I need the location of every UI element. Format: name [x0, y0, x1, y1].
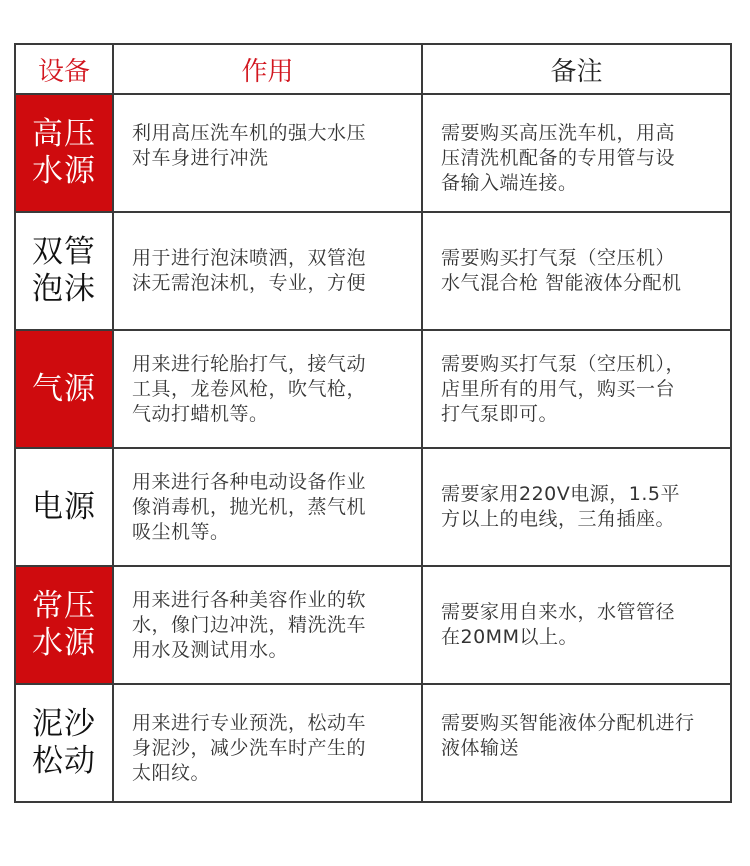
table-row [15, 448, 731, 566]
table-row [15, 684, 731, 802]
device-name-line: 气源 [32, 370, 96, 407]
use-description-line: 用来进行各种美容作业的软 [132, 588, 367, 611]
use-description-cell [113, 448, 422, 566]
use-description-line: 身泥沙，减少洗车时产生的 [132, 737, 367, 759]
device-name-cell [15, 330, 113, 448]
note-cell [422, 330, 731, 448]
device-name-cell [15, 212, 113, 330]
use-description-line: 吸尘机等。 [132, 520, 230, 543]
use-description-cell [113, 684, 422, 802]
equipment-table [14, 43, 732, 803]
note-line: 备输入端连接。 [441, 172, 578, 194]
device-name-line: 高压 [32, 116, 96, 152]
table-row [15, 330, 731, 448]
use-description-line: 沫无需泡沫机，专业，方便 [132, 272, 367, 294]
device-name-line: 水源 [32, 153, 96, 189]
use-description-cell [113, 566, 422, 684]
table-row [15, 94, 731, 212]
use-description-line: 对车身进行冲洗 [132, 147, 269, 169]
use-description-line: 工具，龙卷风枪，吹气枪， [132, 377, 367, 400]
use-description-line: 用水及测试用水。 [132, 638, 289, 661]
note-line: 在20MM以上。 [441, 626, 578, 648]
table-row [15, 566, 731, 684]
device-name-cell [15, 94, 113, 212]
device-name-cell [15, 566, 113, 684]
note-cell [422, 94, 731, 212]
use-description-line: 用来进行专业预洗，松动车 [132, 712, 367, 734]
use-description-line: 用来进行轮胎打气，接气动 [132, 352, 367, 375]
note-line: 需要购买打气泵（空压机）， [441, 352, 686, 375]
use-description-line: 太阳纹。 [132, 762, 211, 784]
table-row [15, 212, 731, 330]
note-line: 水气混合枪 智能液体分配机 [441, 272, 682, 294]
note-line: 打气泵即可。 [441, 402, 559, 425]
table-header-row [15, 44, 731, 94]
note-cell [422, 212, 731, 330]
note-line: 需要购买打气泵（空压机） [441, 247, 676, 269]
device-name-line: 水源 [32, 625, 96, 661]
note-line: 液体输送 [441, 737, 520, 759]
use-description-line: 像消毒机，抛光机，蒸气机 [132, 495, 367, 518]
table-body [15, 94, 731, 802]
note-line: 方以上的电线，三角插座。 [441, 508, 676, 530]
header-note: 备注 [422, 44, 731, 94]
note-line: 店里所有的用气，购买一台 [441, 377, 676, 400]
device-name-line: 松动 [32, 743, 96, 779]
device-name-line: 泥沙 [32, 706, 96, 742]
use-description-line: 气动打蜡机等。 [132, 402, 269, 425]
device-name-cell [15, 684, 113, 802]
device-name-line: 电源 [32, 488, 96, 525]
header-device: 设备 [15, 44, 113, 94]
use-description-cell [113, 330, 422, 448]
use-description-line: 水，像门边冲洗，精洗洗车 [132, 613, 367, 636]
use-description-cell [113, 212, 422, 330]
note-line: 需要购买智能液体分配机进行 [441, 712, 695, 734]
note-line: 需要购买高压洗车机，用高 [441, 122, 676, 144]
use-description-line: 利用高压洗车机的强大水压 [132, 122, 367, 144]
device-name-cell [15, 448, 113, 566]
note-line: 需要家用自来水，水管管径 [441, 601, 676, 623]
header-use: 作用 [113, 44, 422, 94]
use-description-cell [113, 94, 422, 212]
device-name-line: 双管 [32, 234, 96, 270]
note-line: 需要家用220V电源，1.5平 [441, 483, 680, 505]
note-cell [422, 448, 731, 566]
device-name-line: 常压 [32, 588, 96, 624]
use-description-line: 用于进行泡沫喷洒，双管泡 [132, 247, 367, 269]
use-description-line: 用来进行各种电动设备作业 [132, 470, 367, 493]
device-name-line: 泡沫 [32, 271, 96, 307]
note-line: 压清洗机配备的专用管与设 [441, 147, 676, 169]
note-cell [422, 684, 731, 802]
note-cell [422, 566, 731, 684]
